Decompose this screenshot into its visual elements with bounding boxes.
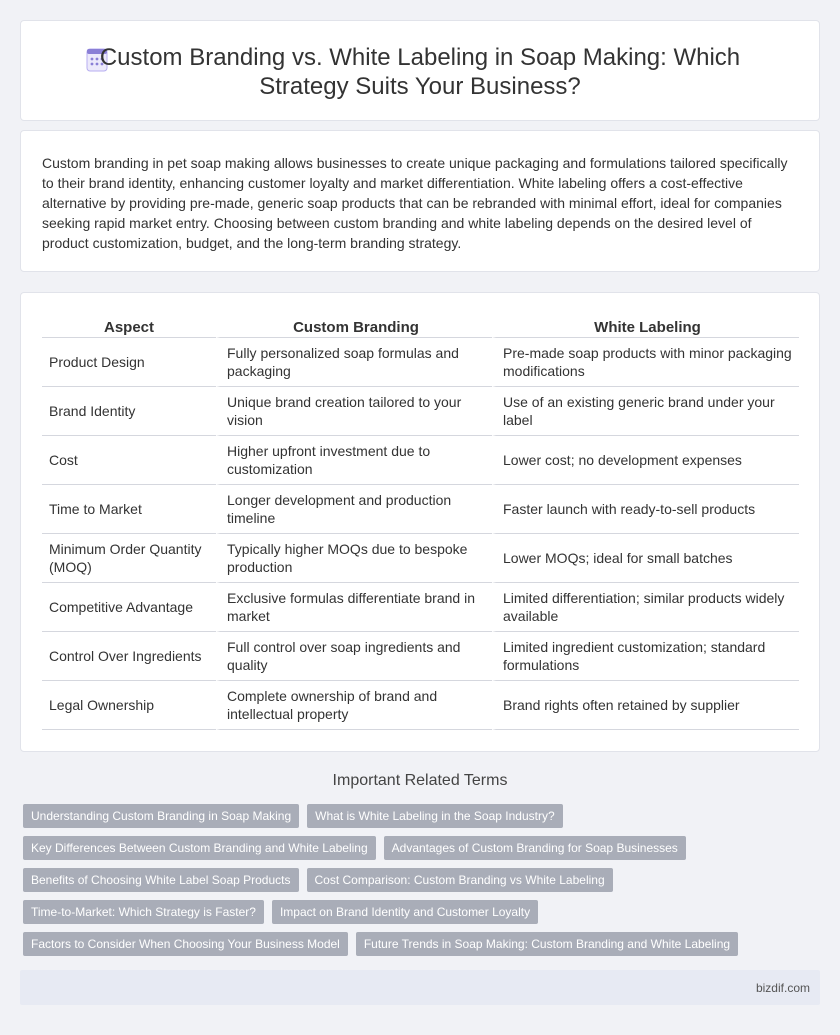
table-row xyxy=(42,387,799,436)
tag-row xyxy=(23,804,803,828)
related-terms-heading: Important Related Terms xyxy=(332,772,508,789)
white-labeling-cell: Lower cost; no development expenses xyxy=(492,436,799,485)
table-row xyxy=(42,338,799,387)
tag-row xyxy=(23,836,803,860)
related-term-link[interactable]: Advantages of Custom Branding for Soap Businesses xyxy=(384,836,686,860)
white-labeling-cell: Lower MOQs; ideal for small batches xyxy=(492,534,799,583)
aspect-cell: Brand Identity xyxy=(42,387,216,436)
intro-card xyxy=(20,130,820,272)
custom-branding-cell: Complete ownership of brand and intellectual property xyxy=(216,681,492,730)
header-custom-branding: Custom Branding xyxy=(216,316,492,338)
white-labeling-cell: Brand rights often retained by supplier xyxy=(492,681,799,730)
tag-row xyxy=(23,900,803,924)
custom-branding-cell: Longer development and production timeline xyxy=(216,485,492,534)
aspect-cell: Time to Market xyxy=(42,485,216,534)
comparison-card xyxy=(20,292,820,752)
custom-branding-cell: Fully personalized soap formulas and packaging xyxy=(216,338,492,387)
header-card xyxy=(20,20,820,121)
custom-branding-cell: Full control over soap ingredients and quality xyxy=(216,632,492,681)
related-term-link[interactable]: What is White Labeling in the Soap Industry? xyxy=(307,804,562,828)
tag-row xyxy=(23,932,803,956)
footer-site-link[interactable]: bizdif.com xyxy=(755,981,810,995)
footer xyxy=(20,970,820,1005)
aspect-cell: Cost xyxy=(42,436,216,485)
white-labeling-cell: Limited differentiation; similar products widely available xyxy=(492,583,799,632)
related-term-link[interactable]: Time-to-Market: Which Strategy is Faster? xyxy=(23,900,264,924)
table-row xyxy=(42,485,799,534)
header-white-labeling: White Labeling xyxy=(492,316,799,338)
table-row xyxy=(42,681,799,730)
white-labeling-cell: Use of an existing generic brand under your label xyxy=(492,387,799,436)
related-term-link[interactable]: Cost Comparison: Custom Branding vs White Labeling xyxy=(307,868,613,892)
related-term-link[interactable]: Future Trends in Soap Making: Custom Branding and White Labeling xyxy=(356,932,738,956)
related-term-link[interactable]: Key Differences Between Custom Branding and White Labeling xyxy=(23,836,376,860)
comparison-table xyxy=(42,316,799,730)
custom-branding-cell: Unique brand creation tailored to your vision xyxy=(216,387,492,436)
related-term-link[interactable]: Impact on Brand Identity and Customer Loyalty xyxy=(272,900,538,924)
aspect-cell: Control Over Ingredients xyxy=(42,632,216,681)
table-row xyxy=(42,632,799,681)
intro-paragraph: Custom branding in pet soap making allows businesses to create unique packaging and formulations tailored specifically to their brand identity, enhancing customer loyalty and market differentiation. White labeling offers a cost-effective alternative by providing pre-made, generic soap products that can be rebranded with minimal effort, ideal for companies seeking rapid market entry. Choosing between custom branding and white labeling depends on the desired level of product customization, budget, and the long-term branding strategy. xyxy=(42,155,788,251)
table-row xyxy=(42,436,799,485)
white-labeling-cell: Limited ingredient customization; standard formulations xyxy=(492,632,799,681)
aspect-cell: Product Design xyxy=(42,338,216,387)
header-aspect: Aspect xyxy=(42,316,216,338)
aspect-cell: Legal Ownership xyxy=(42,681,216,730)
custom-branding-cell: Typically higher MOQs due to bespoke production xyxy=(216,534,492,583)
table-row xyxy=(42,583,799,632)
aspect-cell: Competitive Advantage xyxy=(42,583,216,632)
page-title: Custom Branding vs. White Labeling in Soap Making: Which Strategy Suits Your Business? xyxy=(99,44,741,100)
related-terms-list xyxy=(23,804,803,964)
related-term-link[interactable]: Understanding Custom Branding in Soap Making xyxy=(23,804,299,828)
table-row xyxy=(42,534,799,583)
related-term-link[interactable]: Factors to Consider When Choosing Your Business Model xyxy=(23,932,348,956)
white-labeling-cell: Faster launch with ready-to-sell products xyxy=(492,485,799,534)
tag-row xyxy=(23,868,803,892)
related-term-link[interactable]: Benefits of Choosing White Label Soap Products xyxy=(23,868,299,892)
table-header-row xyxy=(42,316,799,338)
custom-branding-cell: Higher upfront investment due to customization xyxy=(216,436,492,485)
custom-branding-cell: Exclusive formulas differentiate brand in market xyxy=(216,583,492,632)
aspect-cell: Minimum Order Quantity (MOQ) xyxy=(42,534,216,583)
white-labeling-cell: Pre-made soap products with minor packaging modifications xyxy=(492,338,799,387)
